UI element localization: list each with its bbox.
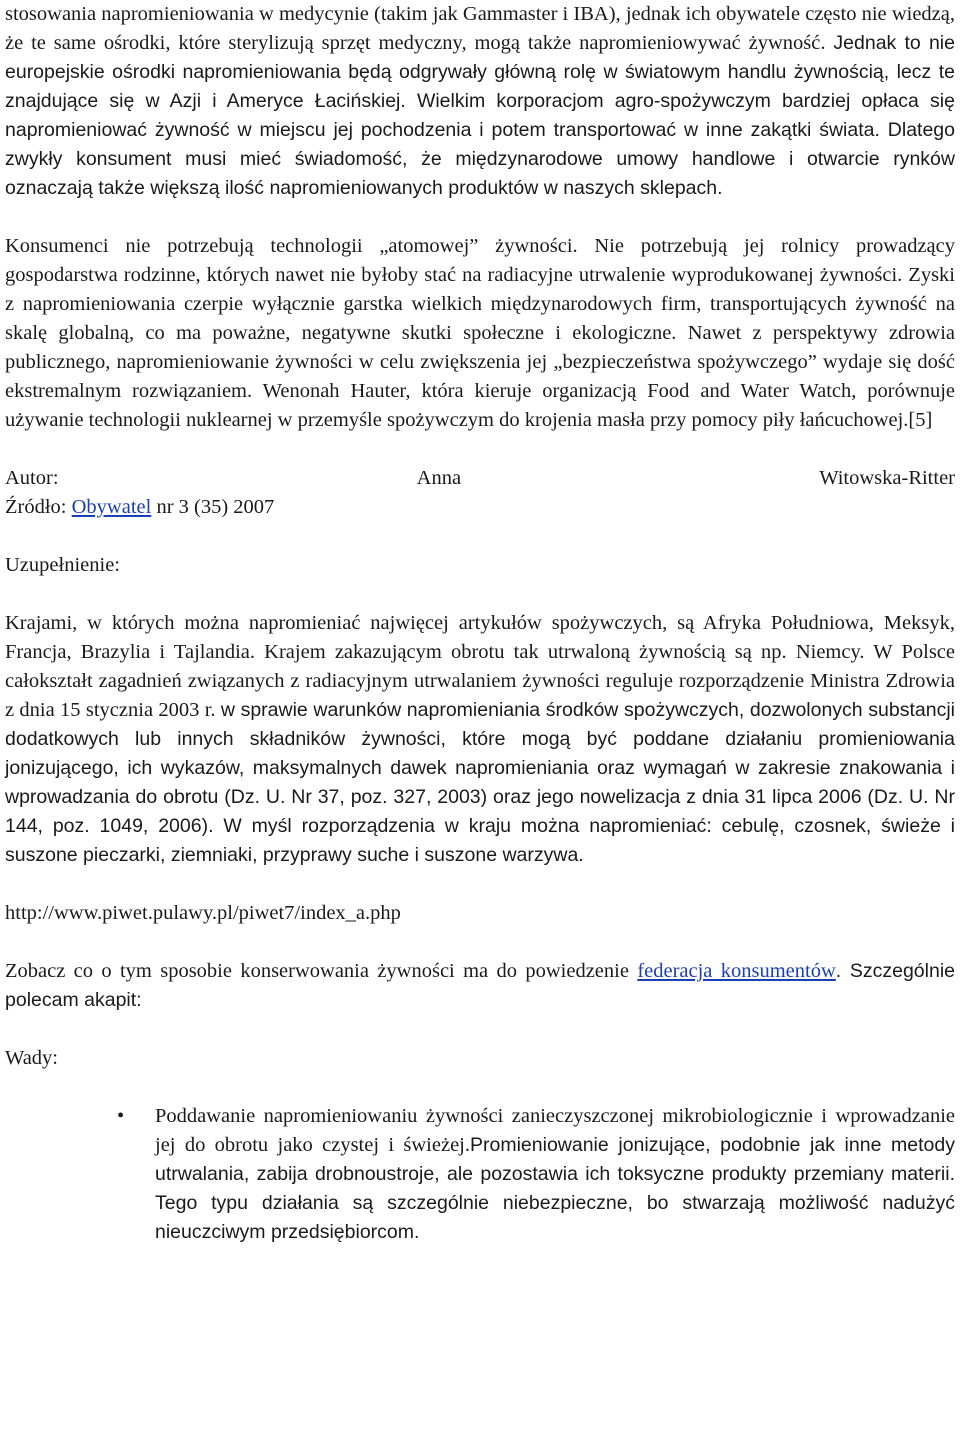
spacer <box>5 928 955 957</box>
paragraph-text: stosowania napromieniowania w medycynie (takim jak Gammaster i IBA), jednak ich obywatele często nie wiedzą, że te same ośrodki, które sterylizują sprzęt medyczny, mogą także napromieniowywać żywność. <box>5 3 955 54</box>
paragraph-text: w sprawie warunków napromieniania środków spożywczych, dozwolonych substancji dodatkowych lub innych składników żywności, które mogą być poddane działaniu promieniowania jonizującego, ich wykazów, maksymalnych dawek napromieniania oraz wymagań w zakresie znakowania i wprowadzania do obrotu (Dz. U. Nr 37, poz. 327, 2003) oraz jego nowelizacja z dnia 31 lipca 2006 (Dz. U. Nr 144, poz. 1049, 2006). <box>5 699 955 837</box>
list-item-text: Poddawanie napromieniowaniu żywności zanieczyszczonej mikrobiologicznie i wprowadzanie jej do obrotu jako czystej i świeżej. <box>155 1105 955 1156</box>
spacer <box>5 435 955 464</box>
document-page <box>5 0 955 1247</box>
list-item <box>117 1102 955 1247</box>
spacer <box>5 870 955 899</box>
spacer <box>5 580 955 609</box>
disadvantages-heading: Wady: <box>5 1047 59 1069</box>
author-first-name: Anna <box>416 467 462 489</box>
paragraph-text: Jednak to nie europejskie ośrodki napromieniowania będą odgrywały główną rolę w światowym handlu żywnością, lecz te znajdujące się w Azji i Ameryce Łacińskiej. Wielkim korporacjom agro-spożywczym bardziej opłaca się napromieniować żywność w miejscu jej pochodzenia i potem transportować w inne zakątki świata. Dlatego zwykły konsument musi mieć świadomość, że międzynarodowe umowy handlowe i otwarcie rynków oznaczają także większą ilość napromieniowanych produktów w naszych sklepach. <box>5 32 955 199</box>
paragraph-text: Krajami, w których można napromieniać najwięcej artykułów spożywczych, są Afryka Południowa, Meksyk, Francja, Brazylia i Tajlandia. Krajem zakazującym obrotu tak utrwaloną żywnością są np. Niemcy. W Polsce całokształt zagadnień związanych z radiacyjnym utrwalaniem żywności reguluje rozporządzenie Ministra Zdrowia z dnia 15 stycznia 2003 r. <box>5 612 955 721</box>
author-line <box>5 464 955 493</box>
spacer <box>5 1073 955 1102</box>
source-label: Źródło: <box>5 496 72 518</box>
disadvantages-list <box>5 1102 955 1247</box>
paragraph-consumers: Konsumenci nie potrzebują technologii „atomowej” żywności. Nie potrzebują jej rolnicy prowadzący gospodarstwa rodzinne, których nawet nie byłoby stać na radiacyjne utrwalenie wyprodukowanej żywności. Zyski z napromieniowania czerpie wyłącznie garstka wielkich międzynarodowych firm, transportujących żywność na skalę globalną, co ma poważne, negatywne skutki społeczne i ekologiczne. Nawet z perspektywy zdrowia publicznego, napromieniowanie żywności w celu zwiększenia jej „bezpieczeństwa spożywczego” wydaje się dość ekstremalnym rozwiązaniem. Wenonah Hauter, która kieruje organizacją Food and Water Watch, porównuje używanie technologii nuklearnej w przemyśle spożywczym do krojenia masła przy pomocy piły łańcuchowej.[5] <box>5 235 955 431</box>
spacer <box>5 203 955 232</box>
author-last-name: Witowska-Ritter <box>819 467 955 489</box>
list-item-text: Promieniowanie jonizujące, podobnie jak inne metody utrwalania, zabija drobnoustroje, ale pozostawia ich toksyczne produkty przemiany materii. Tego typu działania są szczególnie niebezpieczne, bo stwarzają możliwość nadużyć nieuczciwym przedsiębiorcom. <box>155 1134 955 1243</box>
source-issue: nr 3 (35) 2007 <box>151 496 275 518</box>
paragraph-text: . Szczególnie polecam akapit: <box>5 960 955 1011</box>
author-label: Autor: <box>5 467 59 489</box>
bullet-icon: • <box>117 1105 125 1127</box>
source-link[interactable]: Obywatel <box>71 496 152 518</box>
paragraph-text: Zobacz co o tym sposobie konserwowania żywności ma do powiedzenie <box>5 960 638 982</box>
spacer <box>5 522 955 551</box>
reference-url: http://www.piwet.pulawy.pl/piwet7/index_a.php <box>5 902 401 924</box>
spacer <box>5 1015 955 1044</box>
supplement-heading: Uzupełnienie: <box>5 554 120 576</box>
paragraph-regulations <box>5 609 955 870</box>
paragraph-text: W myśl rozporządzenia w kraju można napromieniać: cebulę, czosnek, świeże i suszone pieczarki, ziemniaki, przyprawy suche i suszone warzywa. <box>5 815 955 866</box>
paragraph-irradiation-centers <box>5 0 955 203</box>
paragraph-see-also <box>5 957 955 1015</box>
source-line <box>5 493 955 522</box>
federation-link[interactable]: federacja konsumentów <box>637 960 836 982</box>
